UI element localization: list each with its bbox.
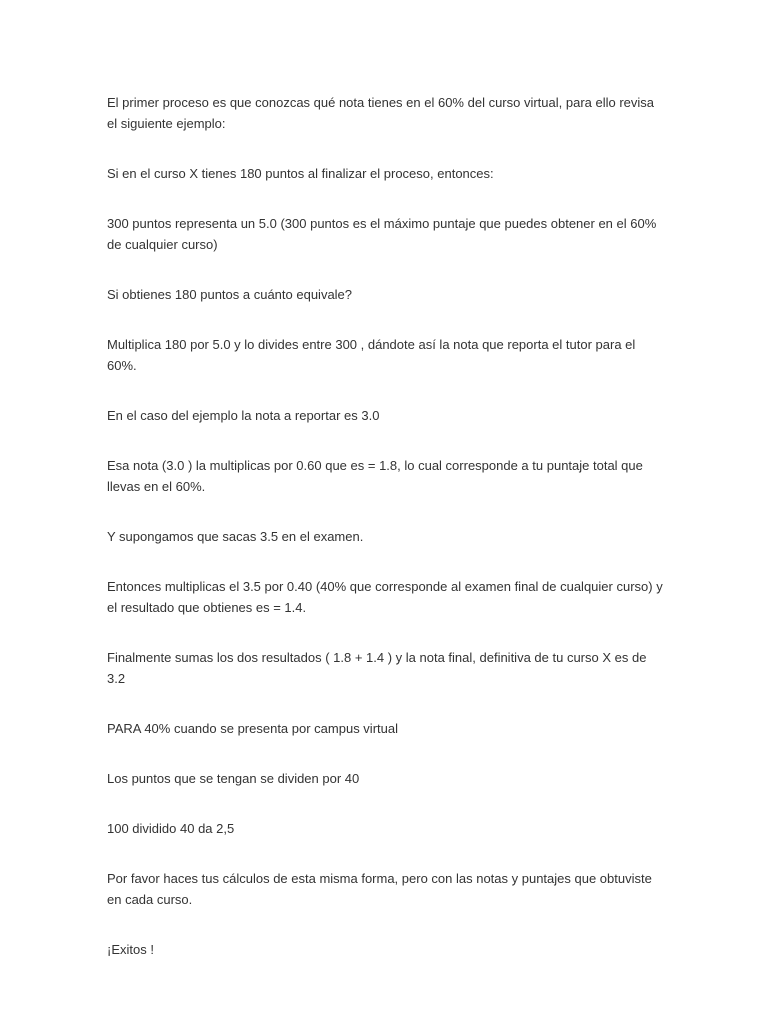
paragraph-example-points: Si en el curso X tienes 180 puntos al finalizar el proceso, entonces: (107, 166, 494, 181)
paragraph-max-points: 300 puntos representa un 5.0 (300 puntos es el máximo puntaje que puedes obtener en el 60% de cualquier curso) (107, 216, 657, 252)
paragraph-campus-virtual: PARA 40% cuando se presenta por campus virtual (107, 721, 398, 736)
paragraph-forty-percent: Entonces multiplicas el 3.5 por 0.40 (40% que corresponde al examen final de cualquier curso) y el resultado que obtienes es = 1.4. (107, 579, 663, 615)
document-body (107, 92, 663, 989)
paragraph-question: Si obtienes 180 puntos a cuánto equivale? (107, 287, 353, 302)
paragraph-divide-points: Los puntos que se tengan se dividen por 40 (107, 771, 360, 786)
paragraph-exitos: ¡Exitos ! (107, 942, 154, 957)
paragraph-final-grade: Finalmente sumas los dos resultados ( 1.8 + 1.4 ) y la nota final, definitiva de tu curso X es de 3.2 (107, 650, 647, 686)
paragraph-multiply-instruction: Multiplica 180 por 5.0 y lo divides entre 300 , dándote así la nota que reporta el tutor para el 60%. (107, 337, 636, 373)
paragraph-intro: El primer proceso es que conozcas qué nota tienes en el 60% del curso virtual, para ello revisa el siguiente ejemplo: (107, 95, 655, 131)
paragraph-sixty-percent: Esa nota (3.0 ) la multiplicas por 0.60 que es = 1.8, lo cual corresponde a tu puntaje total que llevas en el 60%. (107, 458, 643, 494)
paragraph-closing-instruction: Por favor haces tus cálculos de esta misma forma, pero con las notas y puntajes que obtuviste en cada curso. (107, 871, 652, 907)
paragraph-division-example: 100 dividido 40 da 2,5 (107, 821, 235, 836)
paragraph-exam-score: Y supongamos que sacas 3.5 en el examen. (107, 529, 364, 544)
paragraph-example-grade: En el caso del ejemplo la nota a reportar es 3.0 (107, 408, 380, 423)
